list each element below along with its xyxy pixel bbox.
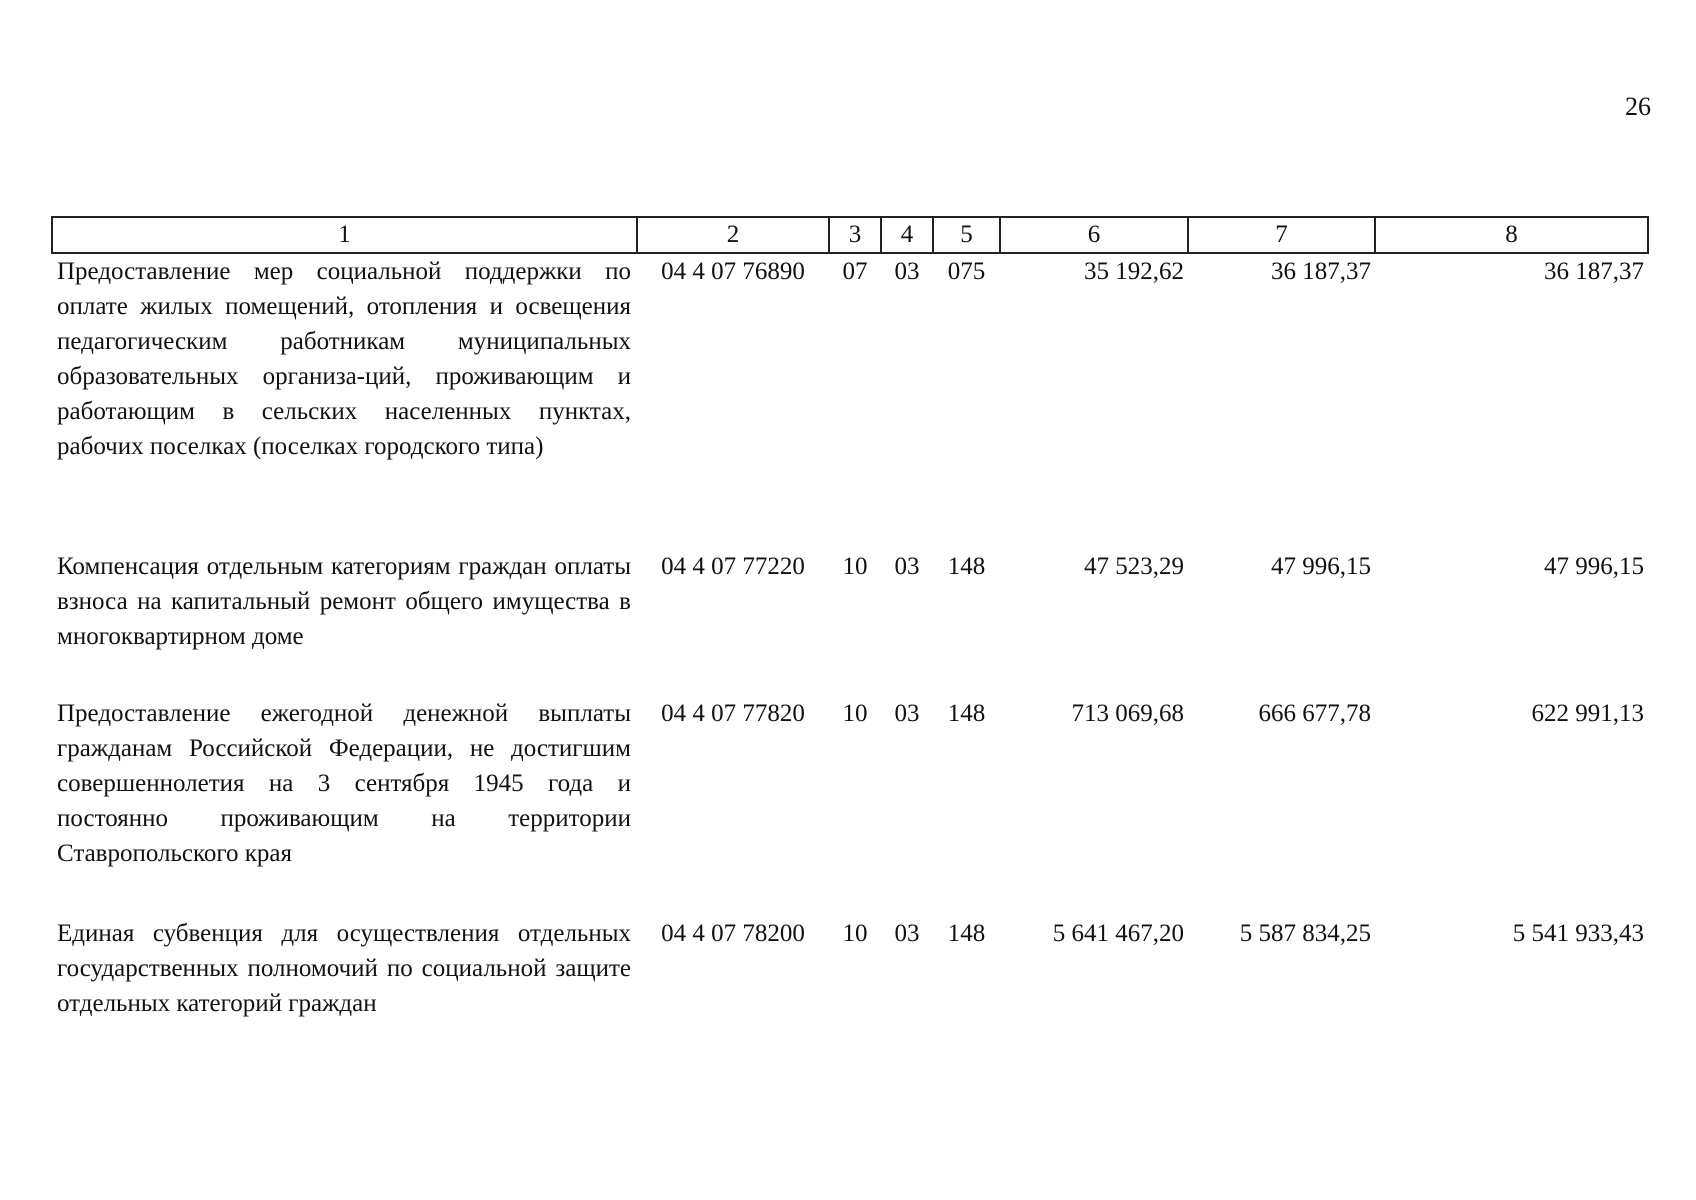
- row-target-code: 04 4 07 77820: [661, 700, 805, 727]
- column-header-3: 3: [829, 217, 881, 253]
- row-amount-6: 47 523,29: [1084, 553, 1184, 580]
- table-row: [52, 549, 1648, 696]
- row-amount-7: 36 187,37: [1271, 258, 1371, 285]
- row-subsection: 03: [894, 700, 920, 727]
- row-expense-type: 148: [947, 920, 986, 947]
- row-amount-6: 5 641 467,20: [1052, 920, 1184, 947]
- row-target-code: 04 4 07 78200: [661, 920, 805, 947]
- row-amount-8: 36 187,37: [1544, 258, 1644, 285]
- column-header-8: 8: [1375, 217, 1648, 253]
- column-header-1: 1: [52, 217, 637, 253]
- table-row: [52, 696, 1648, 916]
- row-subsection: 03: [894, 920, 920, 947]
- row-section: 07: [842, 258, 868, 285]
- row-expense-type: 148: [947, 700, 986, 727]
- row-section: 10: [842, 920, 868, 947]
- column-header-6: 6: [1000, 217, 1188, 253]
- row-target-code: 04 4 07 77220: [661, 553, 805, 580]
- row-amount-8: 47 996,15: [1544, 553, 1644, 580]
- row-amount-8: 5 541 933,43: [1512, 920, 1644, 947]
- row-amount-7: 47 996,15: [1271, 553, 1371, 580]
- column-header-2: 2: [637, 217, 829, 253]
- column-header-4: 4: [881, 217, 933, 253]
- row-subsection: 03: [894, 553, 920, 580]
- row-description: Компенсация отдельным категориям граждан оплаты взноса на капитальный ремонт общего имущества в многоквартирном доме: [57, 553, 631, 650]
- page-number: 26: [1625, 92, 1651, 121]
- row-description: Предоставление мер социальной поддержки по оплате жилых помещений, отопления и освещения педагогическим работникам муниципальных образовательных организа-ций, проживающим и работающим в сельских населенных пунктах, рабочих поселках (поселках городского типа): [57, 258, 631, 460]
- row-section: 10: [842, 700, 868, 727]
- column-header-7: 7: [1188, 217, 1375, 253]
- row-description: Предоставление ежегодной денежной выплаты гражданам Российской Федерации, не достигшим совершеннолетия на 3 сентября 1945 года и постоянно проживающим на территории Ставропольского края: [57, 700, 631, 867]
- row-expense-type: 075: [947, 258, 986, 285]
- row-description: Единая субвенция для осуществления отдельных государственных полномочий по социальной защите отдельных категорий граждан: [57, 920, 631, 1017]
- row-section: 10: [842, 553, 868, 580]
- row-amount-7: 5 587 834,25: [1239, 920, 1371, 947]
- column-header-5: 5: [933, 217, 1000, 253]
- row-amount-7: 666 677,78: [1258, 700, 1371, 727]
- row-amount-6: 713 069,68: [1071, 700, 1184, 727]
- table-row: [52, 253, 1648, 549]
- header-row: [52, 217, 1648, 253]
- row-subsection: 03: [894, 258, 920, 285]
- row-amount-6: 35 192,62: [1084, 258, 1184, 285]
- budget-table: [51, 216, 1649, 1076]
- table-row: [52, 916, 1648, 1076]
- row-amount-8: 622 991,13: [1531, 700, 1644, 727]
- row-expense-type: 148: [947, 553, 986, 580]
- row-target-code: 04 4 07 76890: [661, 258, 805, 285]
